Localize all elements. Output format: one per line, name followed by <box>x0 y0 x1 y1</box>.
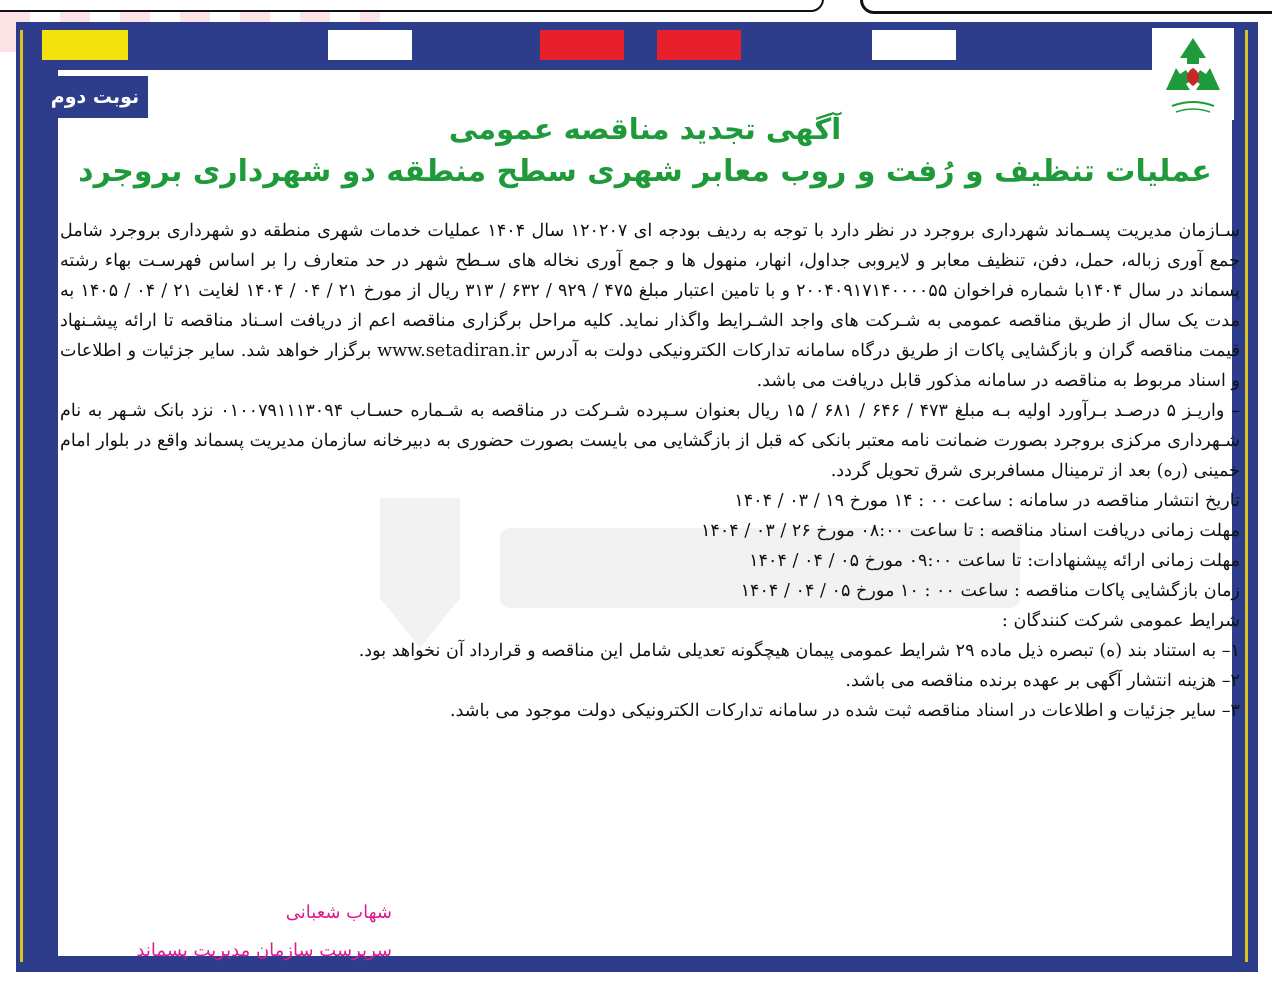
ad-title: آگهی تجدید مناقصه عمومی <box>448 112 842 146</box>
frame-accent-line <box>1245 30 1248 962</box>
date-line: مهلت زمانی ارائه پیشنهادات: تا ساعت ۰۹:۰۰ مورخ ۰۵ / ۰۴ / ۱۴۰۴ <box>749 551 1240 571</box>
top-rounded-bar-right <box>860 0 1272 14</box>
color-block-white <box>328 30 412 60</box>
ad-body-text <box>60 216 1240 726</box>
top-rounded-bar-left <box>0 0 824 12</box>
condition-item: ۲– هزینه انتشار آگهی بر عهده برنده مناقصه می باشد. <box>845 671 1240 691</box>
conditions-heading: شرایط عمومی شرکت کنندگان : <box>1001 611 1240 631</box>
ad-subtitle: عملیات تنظیف و رُفت و روب معابر شهری سطح منطقه دو شهرداری بروجرد <box>78 154 1212 189</box>
ad-content <box>60 88 1241 961</box>
condition-item: ۱– به استناد بند (ه) تبصره ذیل ماده ۲۹ شرایط عمومی پیمان هیچگونه تعدیلی شامل این مناقصه و قرارداد آن نخواهد بود. <box>358 641 1240 661</box>
color-block-yellow <box>42 30 128 60</box>
paragraph-main: سـازمان مدیریت پسـماند شهرداری بروجرد در نظر دارد با توجه به ردیف بودجه ای ۱۲۰۲۰۷ سال ۱۴۰۴ عملیات خدمات شهری منطقه دو شهرداری بروجرد شامل جمع آوری زباله، حمل، دفن، تنظیف معابر و لایروبی جداول، انهار، منهول ها و جمع آوری نخاله های سـطح شهر در حد متعارف را بر اساس فهرسـت بهاء رشته پسماند در سال ۱۴۰۴با شماره فراخوان ۲۰۰۴۰۹۱۷۱۴۰۰۰۰۵۵ و با تامین اعتبار مبلغ ۴۷۵ / ۹۲۹ / ۶۳۲ / ۳۱۳ ریال از مورخ ۲۱ / ۰۴ / ۱۴۰۴ لغایت ۲۱ / ۰۴ / ۱۴۰۵ به مدت یک سال از طریق مناقصه عمومی به شـرکت های واجد الشـرایط واگذار نماید. کلیه مراحل برگزاری مناقصه اعم از دریافت اسـناد مناقصه تا ارائه پیشـنهاد قیمت مناقصه گران و بازگشایی پاکات از طریق درگاه سامانه تدارکات الکترونیکی دولت به آدرس www.setadiran.ir برگزار خواهد شد. سایر جزئیات و اطلاعات و اسناد مربوط به مناقصه در سامانه مذکور قابل دریافت می باشد. <box>60 221 1241 391</box>
condition-item: ۳– سایر جزئیات و اطلاعات در اسناد مناقصه ثبت شده در سامانه تدارکات الکترونیکی دولت موجود می باشد. <box>449 701 1240 721</box>
color-block-red <box>657 30 741 60</box>
color-block-red <box>540 30 624 60</box>
date-line: زمان بازگشایی پاکات مناقصه : ساعت ۰۰ : ۱۰ مورخ ۰۵ / ۰۴ / ۱۴۰۴ <box>740 581 1240 601</box>
color-block-white <box>872 30 956 60</box>
ad-frame <box>16 22 1258 972</box>
frame-accent-line <box>20 30 23 962</box>
top-decoration <box>0 0 1272 18</box>
signature-name: شهاب شعبانی <box>285 902 392 923</box>
date-line: تاریخ انتشار مناقصه در سامانه : ساعت ۰۰ : ۱۴ مورخ ۱۹ / ۰۳ / ۱۴۰۴ <box>734 491 1240 511</box>
round-badge: نوبت دوم <box>42 76 148 118</box>
conditions-list <box>60 636 1240 726</box>
signature-block <box>72 894 392 970</box>
signature-title: سرپرست سازمان مدیریت پسماند <box>136 940 392 961</box>
date-line: مهلت زمانی دریافت اسناد مناقصه : تا ساعت ۰۸:۰۰ مورخ ۲۶ / ۰۳ / ۱۴۰۴ <box>700 521 1240 541</box>
paragraph-deposit: – واریـز ۵ درصـد بـرآورد اولیه بـه مبلغ ۴۷۳ / ۶۴۶ / ۶۸۱ / ۱۵ ریال بعنوان سـپرده شـرکت در مناقصه به شـماره حسـاب ۰۱۰۰۷۹۱۱۱۳۰۹۴ نزد بانک شـهر به نام شـهرداری مرکزی بروجرد بصورت ضمانت نامه معتبر بانکی که قبل از بازگشایی می بایست بصورت حضوری به دبیرخانه سازمان مدیریت پسماند واقع در بلوار امام خمینی (ره) بعد از ترمینال مسافربری شرق تحویل گردد. <box>60 401 1240 481</box>
